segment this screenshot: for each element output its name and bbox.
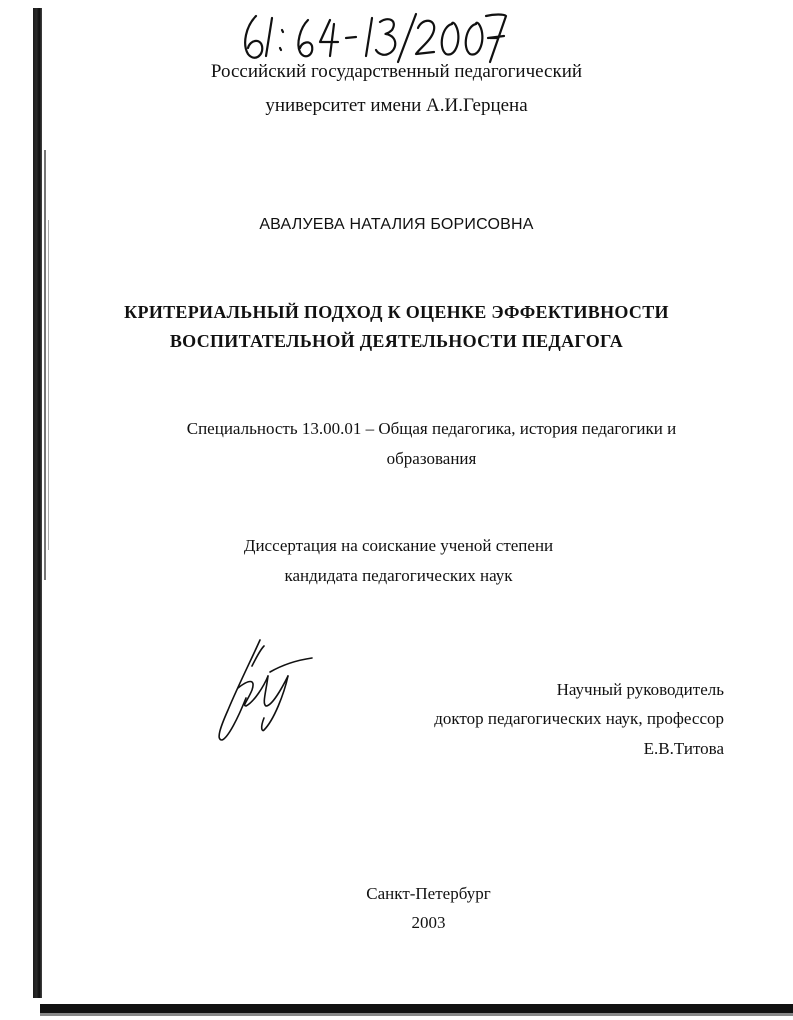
institution-line-1: Российский государственный педагогический xyxy=(210,61,583,82)
scan-edge-bottom xyxy=(40,1004,793,1013)
title-line-2: ВОСПИТАТЕЛЬНОЙ ДЕЯТЕЛЬНОСТИ ПЕДАГОГА xyxy=(169,331,624,351)
dissertation-line-2: кандидата педагогических наук xyxy=(284,566,513,585)
supervisor-role: Научный руководитель xyxy=(556,680,724,699)
specialty-line-1: Специальность 13.00.01 – Общая педагогика, история педагогики и xyxy=(186,419,677,438)
signature xyxy=(208,636,320,748)
year: 2003 xyxy=(411,913,446,932)
institution-line-2: университет имени А.И.Герцена xyxy=(265,95,528,116)
scan-edge-left xyxy=(33,8,42,998)
supervisor-degree: доктор педагогических наук, профессор xyxy=(434,709,724,728)
scan-edge-left-shadow-2 xyxy=(48,220,49,550)
handwritten-archive-code xyxy=(238,8,508,66)
supervisor-name: Е.В.Титова xyxy=(643,739,724,758)
author-name: АВАЛУЕВА НАТАЛИЯ БОРИСОВНА xyxy=(259,216,534,233)
specialty-line-2: образования xyxy=(386,449,477,468)
scan-edge-left-shadow xyxy=(44,150,46,580)
dissertation-line-1: Диссертация на соискание ученой степени xyxy=(243,536,554,555)
scan-edge-bottom-shadow xyxy=(40,1013,793,1016)
city: Санкт-Петербург xyxy=(366,884,491,903)
title-line-1: КРИТЕРИАЛЬНЫЙ ПОДХОД К ОЦЕНКЕ ЭФФЕКТИВНОСТИ xyxy=(124,302,669,322)
